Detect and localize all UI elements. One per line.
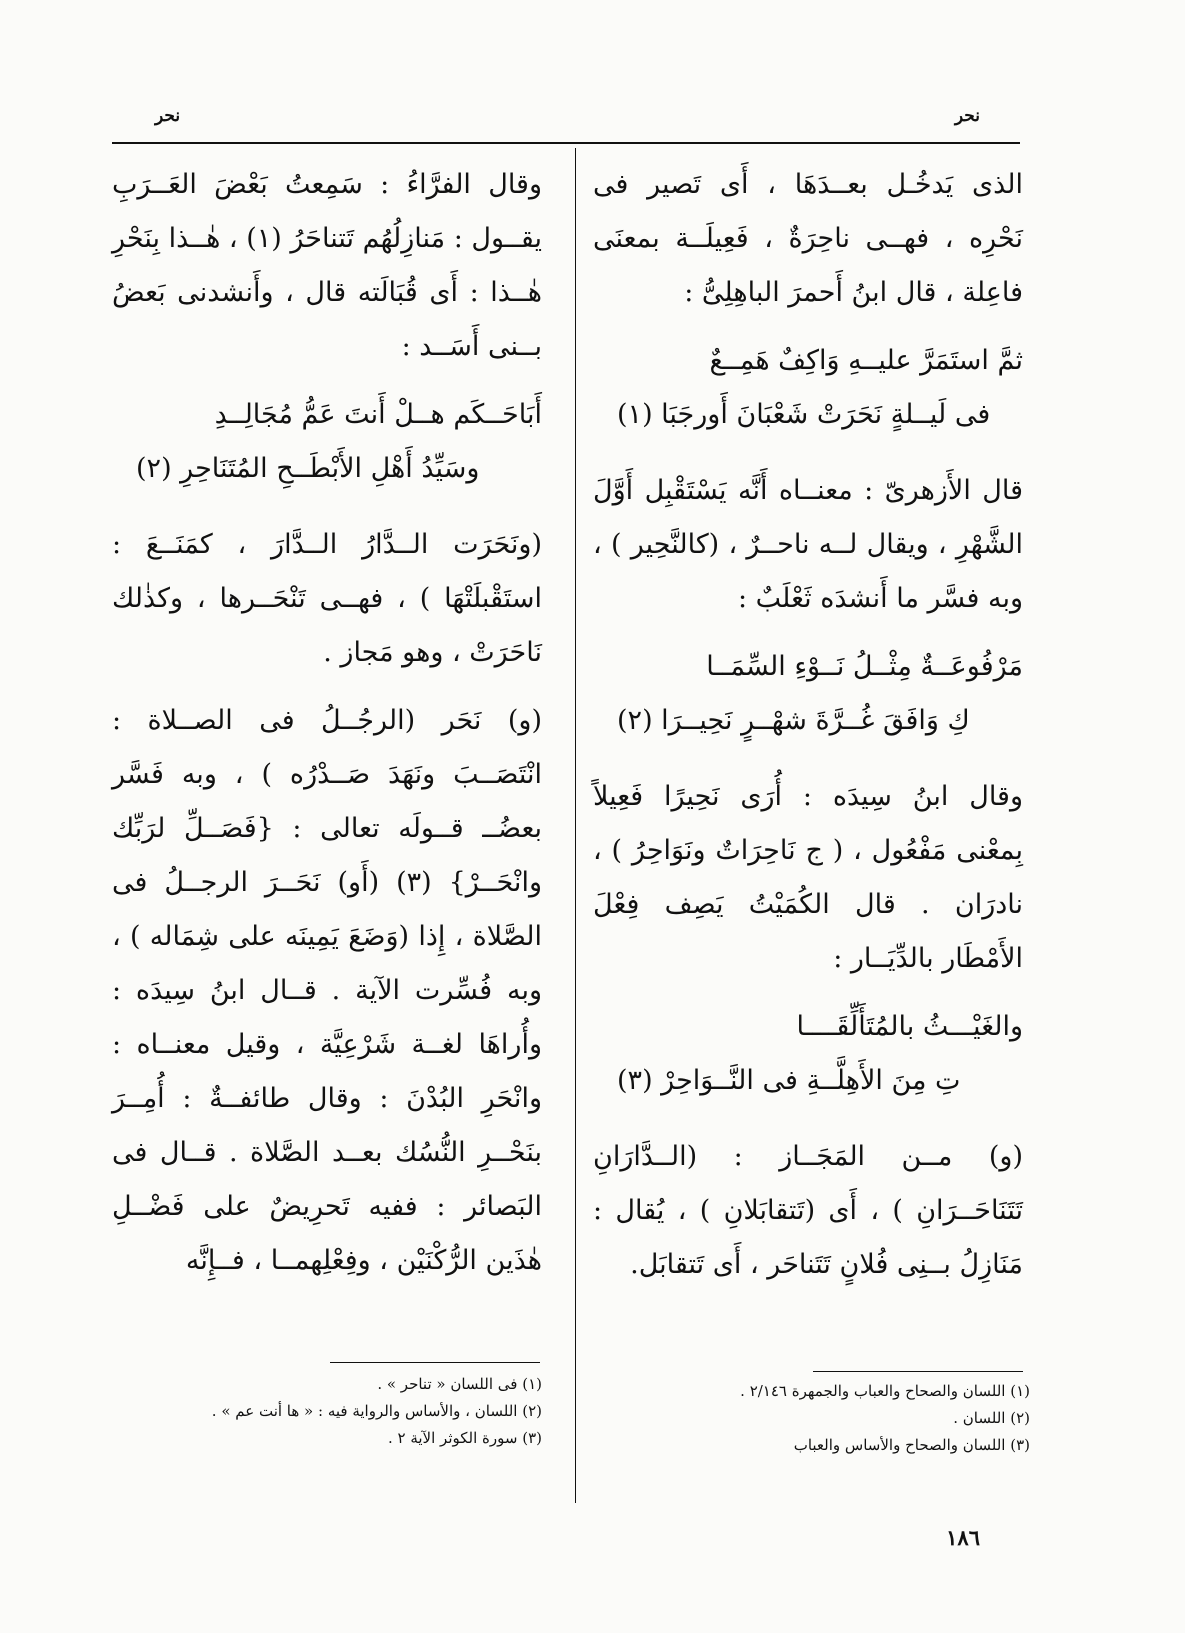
paragraph: (ونَحَرَت الــدَّارُ الــدَّارَ ، كمَنَــعَ : استَقْبلَتْهَا ) ، فهــى تَنْحَــرها ، وكذٰلك نَاحَرَتْ ، وهو مَجاز .: [112, 529, 542, 668]
footnote: (٣) سورة الكوثر الآية ٢ .: [387, 1429, 542, 1447]
verse-line: مَرْفُوعَــةٌ مِثْــلُ نَــوْءِ السِّمَــا: [706, 651, 1023, 682]
verse-line: وسَيِّدُ أَهْلِ الأَبْطَــحِ المُتَنَاحِرِ (٢): [136, 453, 480, 484]
verse-line: تِ مِنَ الأَهِلَّــةِ فى النَّــوَاحِرْ (٣): [617, 1065, 961, 1096]
header-rule: [112, 142, 1020, 144]
verse-line: ثمَّ استَمَرَّ عليــهِ وَاكِفٌ هَمِــعٌ: [709, 345, 1023, 376]
page-number: ١٨٦: [946, 1525, 980, 1550]
footnote: (٢) اللسان .: [953, 1409, 1030, 1427]
footnotes-right: [600, 1378, 1030, 1459]
column-divider: [575, 148, 576, 1503]
footnote-rule: [813, 1371, 1023, 1372]
paragraph: وقال ابنُ سِيدَه : أُرَى نَحِيرًا فَعِيلاً بِمعْنى مَفْعُول ، ( ج نَاحِرَاتٌ ونَوَاحِرُ ) ، نادرَان . قال الكُمَيْتُ يَصِف فِعْلَ الأَمْطَار بالدِّيَــار :: [593, 781, 1023, 974]
paragraph: وقال الفرَّاءُ : سَمِعتُ بَعْضَ العَــرَبِ يقــول : مَنازِلُهُم تَتناحَرُ (١) ، هٰــذا بِنَحْرِ هٰــذا : أَى قُبَالَته قال ، وأَنشدنى بَعضُ بــنى أَسَــد :: [112, 169, 542, 362]
verse-line: فى لَيــلةٍ نَحَرَتْ شَعْبَانَ أَورجَبَا (١): [617, 399, 991, 430]
verse-line: أَبَاحَــكَم هــلْ أَنتَ عَمُّ مُجَالِــدِ: [214, 399, 542, 430]
paragraph: (و) نَحَر (الرجُــلُ فى الصــلاة : انْتَصَــبَ ونَهَدَ صَــدْرُه ) ، وبه فَسَّر بعضُــ قــولَه تعالى : {فَصَــلِّ لرَبِّك وانْحَــرْ} (٣) (أَو) نَحَــرَ الرجــلُ فى الصَّلاة ، إِذا (وَضَعَ يَمِينَه على شِمَاله ) ، وبه فُسِّرت الآية . قــال ابنُ سِيدَه : وأُراهَا لغــة شَرْعِيَّة ، وقيل معنــاه : وانْحَرِ البُدْنَ : وقال طائفــةٌ : أُمِــرَ بنَحْــرِ النُّسُك بعــد الصَّلاة . قــال فى البَصائر : ففيه تَحرِيضٌ على فَضْــلِ هٰذَين الرُّكْنَيْن ، وفِعْلِهمــا ، فــإِنَّه: [112, 705, 542, 1276]
footnote-rule: [330, 1362, 540, 1363]
paragraph: قال الأَزهرىّ : معنــاه أَنَّه يَسْتَقْبِل أَوَّلَ الشَّهْرِ ، ويقال لــه ناحــرٌ ، (كالنَّحِير ) ، وبه فسَّر ما أَنشدَه ثَعْلَبٌ :: [593, 475, 1023, 614]
paragraph: الذى يَدخُـل بعــدَهَا ، أَى تَصير فى نَحْرِه ، فهــى ناحِرَةٌ ، فَعِيلَــة بمعنَى فاعِلة ، قال ابنُ أَحمرَ الباهِلِىُّ :: [593, 169, 1023, 308]
verse: [593, 640, 1023, 748]
right-column: [593, 158, 1023, 1306]
verse: [593, 1000, 1023, 1108]
left-column: [112, 158, 542, 1302]
verse: [112, 388, 542, 496]
paragraph: (و) مــن المَجَــاز : (الــدَّارَانِ تَتَنَاحَــرَانِ ) ، أَى (تَتقابَلانِ ) ، يُقال : مَنَازِلُ بــنِى فُلانٍ تَتَناحَر ، أَى تَتقابَل.: [593, 1141, 1023, 1280]
footnote: (١) فى اللسان « تناحر » .: [377, 1375, 542, 1393]
verse: [593, 334, 1023, 442]
verse-line: كِ وَافَقَ غُــرَّةَ شهْــرٍ نَحِيــرَا (٢): [617, 705, 970, 736]
running-header-left: نحر: [155, 106, 181, 126]
footnote: (١) اللسان والصحاح والعباب والجمهرة ٢/١٤٦ .: [740, 1382, 1030, 1400]
verse-line: والغَيْـــثُ بالمُتَأَلِّقَــــا: [796, 1011, 1023, 1042]
footnotes-left: [112, 1371, 542, 1452]
running-header-right: نحر: [954, 106, 980, 126]
footnote: (٢) اللسان ، والأساس والرواية فيه : « ها أنت عم » .: [211, 1402, 542, 1420]
footnote: (٣) اللسان والصحاح والأساس والعباب: [793, 1436, 1030, 1454]
